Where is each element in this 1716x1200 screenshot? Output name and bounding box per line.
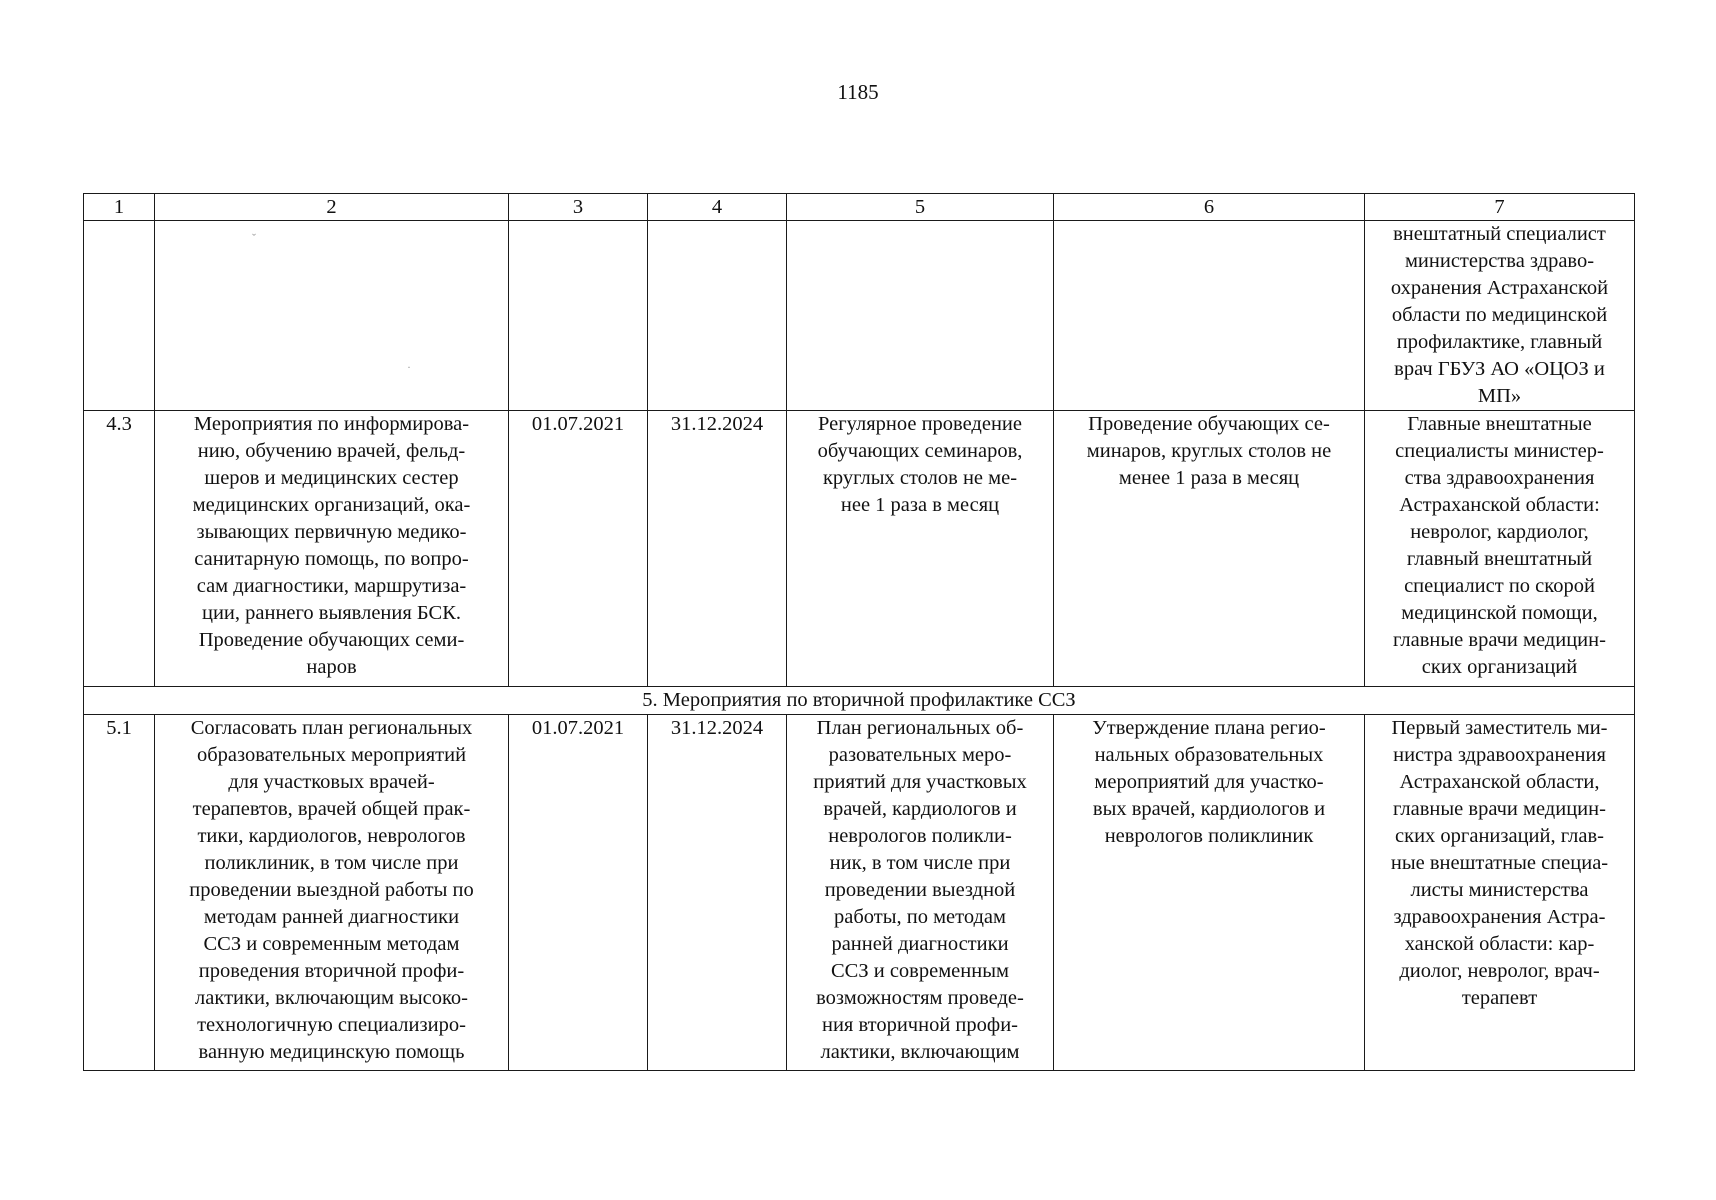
result-cell: Проведение обучающих се- минаров, круглых столов не менее 1 раза в месяц (1054, 411, 1365, 687)
measures-table (83, 193, 1635, 1071)
table-row (84, 411, 1635, 687)
responsible-cell: Главные внештатные специалисты министер- ства здравоохранения Астраханской области: невролог, кардиолог, главный внештатный специалист по скорой медицинской помощи, главные врачи медицин- ских организаций (1365, 411, 1635, 687)
column-number-row (84, 194, 1635, 221)
end-date-cell: 31.12.2024 (648, 715, 787, 1071)
col-header: 3 (509, 194, 648, 221)
responsible-cell: внештатный специалист министерства здраво- охранения Астраханской области по медицинской профилактике, главный врач ГБУЗ АО «ОЦОЗ и МП» (1365, 221, 1635, 411)
measure-cell: Согласовать план региональных образовательных мероприятий для участковых врачей- терапевтов, врачей общей прак- тики, кардиологов, неврологов поликлиник, в том числе при проведении выездной работы по методам ранней диагностики ССЗ и современным методам проведения вторичной профи- лактики, включающим высоко- технологичную специализиро- ванную медицинскую помощь (155, 715, 509, 1071)
row-number-cell: 4.3 (84, 411, 155, 687)
indicator-cell: План региональных об- разовательных меро- приятий для участковых врачей, кардиологов и неврологов поликли- ник, в том числе при проведении выездной работы, по методам ранней диагностики ССЗ и современным возможностям проведе- ния вторичной профи- лактики, включающим (787, 715, 1054, 1071)
col-header: 4 (648, 194, 787, 221)
start-date-cell: 01.07.2021 (509, 715, 648, 1071)
col-header: 2 (155, 194, 509, 221)
section-heading-row (84, 687, 1635, 715)
col-header: 6 (1054, 194, 1365, 221)
col-header: 7 (1365, 194, 1635, 221)
measure-cell (155, 221, 509, 411)
col-header: 1 (84, 194, 155, 221)
end-date-cell: 31.12.2024 (648, 411, 787, 687)
end-date-cell (648, 221, 787, 411)
page-number: 1185 (837, 80, 879, 104)
scan-speck: · (407, 360, 411, 374)
col-header: 5 (787, 194, 1054, 221)
result-cell (1054, 221, 1365, 411)
section-title: 5. Мероприятия по вторичной профилактике ССЗ (84, 687, 1635, 715)
row-number-cell: 5.1 (84, 715, 155, 1071)
table-row (84, 715, 1635, 1071)
start-date-cell: 01.07.2021 (509, 411, 648, 687)
table-row (84, 221, 1635, 411)
responsible-cell: Первый заместитель ми- нистра здравоохранения Астраханской области, главные врачи медицин- ских организаций, глав- ные внештатные специа- листы министерства здравоохранения Астра- ханской области: кар- диолог, невролог, врач- терапевт (1365, 715, 1635, 1071)
scan-speck: ˇ (252, 231, 256, 245)
measure-cell: Мероприятия по информирова- нию, обучению врачей, фельд- шеров и медицинских сестер медицинских организаций, ока- зывающих первичную медико- санитарную помощь, по вопро- сам диагностики, маршрутиза- ции, раннего выявления БСК. Проведение обучающих семи- наров (155, 411, 509, 687)
start-date-cell (509, 221, 648, 411)
indicator-cell: Регулярное проведение обучающих семинаров, круглых столов не ме- нее 1 раза в месяц (787, 411, 1054, 687)
result-cell: Утверждение плана регио- нальных образовательных мероприятий для участко- вых врачей, кардиологов и неврологов поликлиник (1054, 715, 1365, 1071)
indicator-cell (787, 221, 1054, 411)
row-number-cell (84, 221, 155, 411)
